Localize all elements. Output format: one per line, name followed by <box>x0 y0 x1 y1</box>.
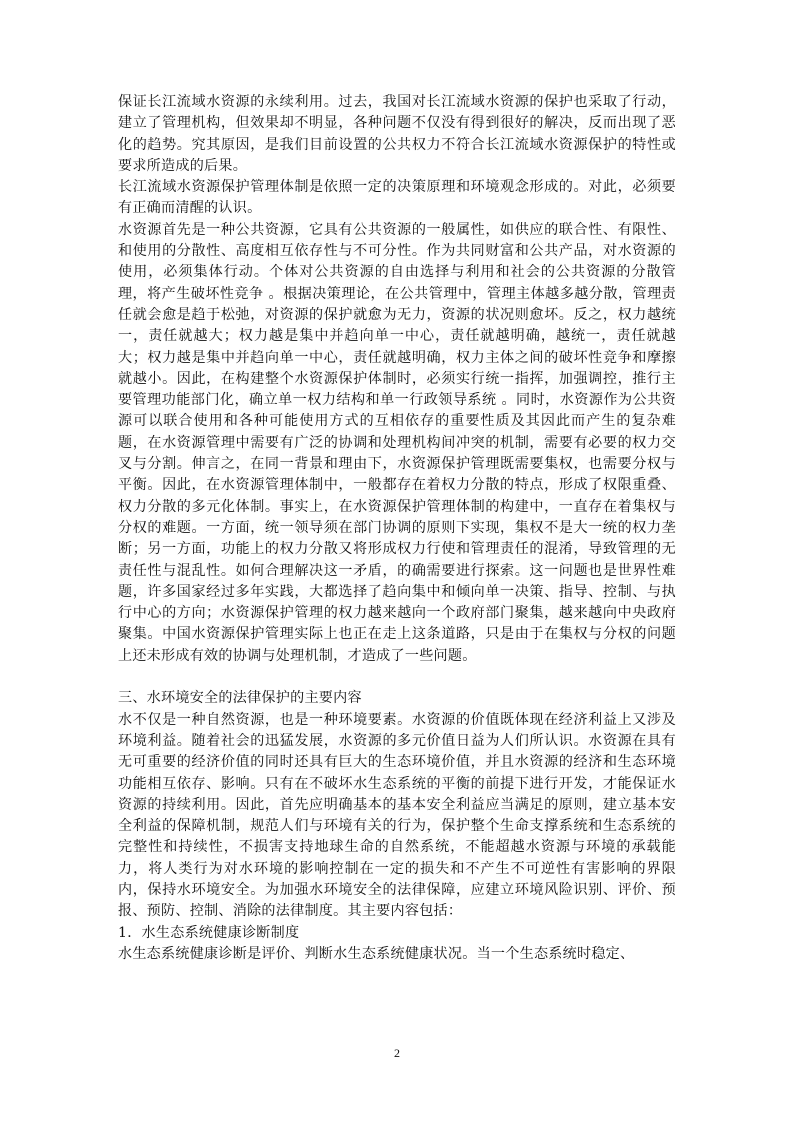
page-number: 2 <box>394 1046 400 1060</box>
paragraph-health-diagnosis: 水生态系统健康诊断是评价、判断水生态系统健康状况。当一个生态系统时稳定、 <box>118 945 635 962</box>
paragraph-water-environment: 水不仅是一种自然资源，也是一种环境要素。水资源的价值既体现在经济利益上又涉及环境利益。随着社会的迅猛发展，水资源的多元价值日益为人们所认识。水资源在具有无可重要的经济价值的同时还具有巨大的生态环境价值，并且水资源的经济和生态环境功能相互依存、影响。只有在不破坏水生态系统的平衡的前提下进行开发，才能保证水资源的持续利用。因此，首先应明确基本的基本安全利益应当满足的原则，建立基本安全利益的保障机制，规范人们与环境有关的行为，保护整个生命支撑系统和生态系统的完整性和持续性，不损害支持地球生命的自然系统，不能超越水资源与环境的承载能力，将人类行为对水环境的影响控制在一定的损失和不产生不可逆性有害影响的界限内，保持水环境安全。为加强水环境安全的法律保障，应建立环境风险识别、评价、预报、预防、控制、消除的法律制度。其主要内容包括： <box>118 711 676 920</box>
subsection-heading: 1．水生态系统健康诊断制度 <box>118 924 300 941</box>
document-page <box>118 92 676 965</box>
paragraph-management-system: 长江流域水资源保护管理体制是依照一定的决策原理和环境观念形成的。对此，必须要有正确而清醒的认识。 <box>118 179 676 217</box>
paragraph-public-resource: 水资源首先是一种公共资源，它具有公共资源的一般属性，如供应的联合性、有限性、和使用的分散性、高度相互依存性与不可分性。作为共同财富和公共产品，对水资源的使用，必须集体行动。个体对公共资源的自由选择与利用和社会的公共资源的分散管理，将产生破坏性竞争 。根据决策理论，在公共管理中，管理主体越多越分散，管理责任就会愈是趋于松弛，对资源的保护就愈为无力，资源的状况则愈坏。反之，权力越统一，责任就越大；权力越是集中并趋向单一中心，责任就越明确，越统一，责任就越大；权力越是集中并趋向单一中心，责任就越明确，权力主体之间的破坏性竞争和摩擦就越小。因此，在构建整个水资源保护体制时，必须实行统一指挥，加强调控，推行主要管理功能部门化，确立单一权力结构和单一行政领导系统 。同时，水资源作为公共资源可以联合使用和各种可能使用方式的互相依存的重要性质及其因此而产生的复杂难题，在水资源管理中需要有广泛的协调和处理机构间冲突的机制，需要有必要的权力交叉与分割。伸言之，在同一背景和理由下，水资源保护管理既需要集权，也需要分权与平衡。因此，在水资源管理体制中，一般都存在着权力分散的特点，形成了权限重叠、权力分散的多元化体制。事实上，在水资源保护管理体制的构建中，一直存在着集权与分权的难题。一方面，统一领导须在部门协调的原则下实现，集权不是大一统的权力垄断；另一方面，功能上的权力分散又将形成权力行使和管理责任的混淆，导致管理的无责任性与混乱性。如何合理解决这一矛盾，的确需要进行探索。这一问题也是世界性难题，许多国家经过多年实践，大都选择了趋向集中和倾向单一决策、指导、控制、与执行中心的方向；水资源保护管理的权力越来越向一个政府部门聚集，越来越向中央政府聚集。中国水资源保护管理实际上也正在走上这条道路，只是由于在集权与分权的问题上还未形成有效的协调与处理机制，才造成了一些问题。 <box>118 221 676 664</box>
paragraph-spacer <box>118 667 676 688</box>
paragraph-conservation-intro: 保证长江流域水资源的永续利用。过去，我国对长江流域水资源的保护也采取了行动，建立了管理机构，但效果却不明显，各种问题不仅没有得到很好的解决，反而出现了恶化的趋势。究其原因，是我们目前设置的公共权力不符合长江流域水资源保护的特性或要求所造成的后果。 <box>118 94 676 174</box>
section-heading: 三、水环境安全的法律保护的主要内容 <box>118 690 362 707</box>
